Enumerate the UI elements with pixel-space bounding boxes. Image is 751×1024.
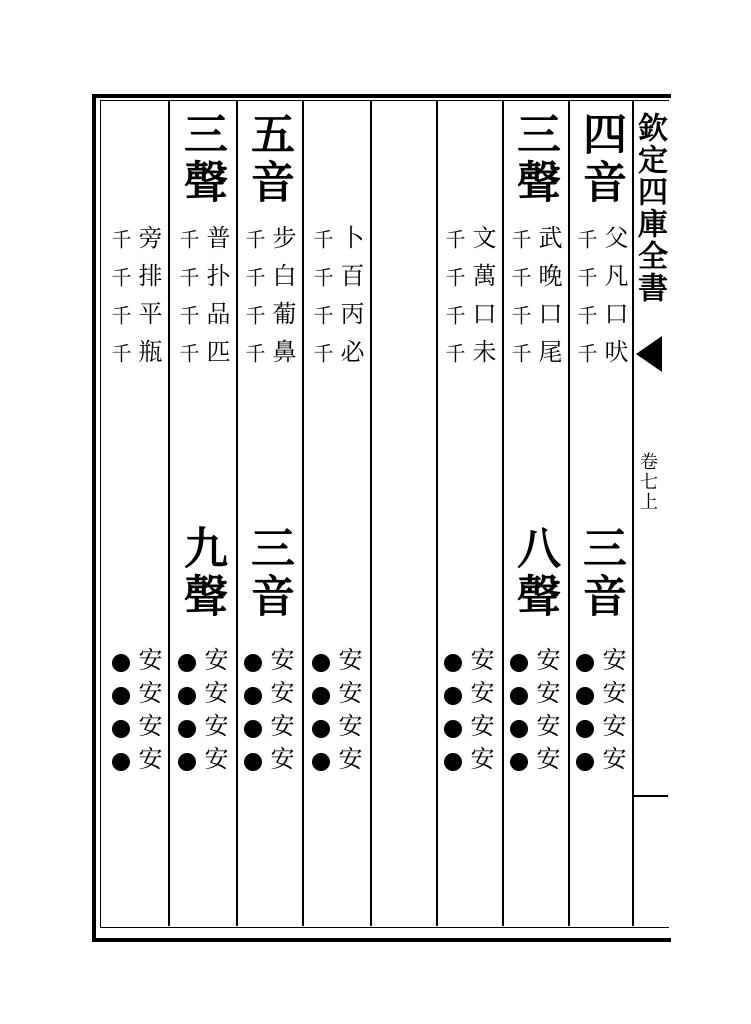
page-margin [632,100,668,800]
column-heading-top: 五音 [243,111,294,207]
dot-markers [244,654,262,771]
dot-marker [510,753,528,771]
dot-marker [576,687,594,705]
column-5 [304,101,370,925]
rime-characters: 文萬口未 [468,225,496,377]
bottom-characters: 安安安安 [466,647,494,779]
tone-marks: 千千千千 [508,229,532,381]
bottom-characters: 安安安安 [334,647,362,779]
dot-marker [576,654,594,672]
column-heading-top: 四音 [575,111,626,207]
column-heading-bottom: 九聲 [176,525,227,621]
dot-marker [112,753,130,771]
margin-rule [632,795,668,797]
dot-marker [112,654,130,672]
column-8 [102,101,168,925]
bottom-characters: 安安安安 [266,647,294,779]
dot-marker [444,687,462,705]
dot-marker [244,654,262,672]
dot-marker [510,720,528,738]
column-heading-bottom: 八聲 [509,525,560,621]
dot-marker [244,687,262,705]
bottom-characters: 安安安安 [134,647,162,779]
dot-marker [510,687,528,705]
dot-markers [178,654,196,771]
dot-marker [178,720,196,738]
tone-marks: 千千千千 [242,229,266,381]
dot-marker [510,654,528,672]
column-heading-top: 三聲 [509,111,560,207]
tone-marks: 千千千千 [574,229,598,381]
dot-marker [244,720,262,738]
bottom-characters: 安安安安 [598,647,626,779]
bottom-characters: 安安安安 [200,647,228,779]
rime-characters: 步白葡鼻 [268,225,296,377]
book-title: 欽定四庫全書 [632,112,667,304]
column-1 [570,101,632,925]
dot-markers [576,654,594,771]
dot-marker [178,753,196,771]
column-3 [438,101,502,925]
dot-marker [312,720,330,738]
column-7 [170,101,236,925]
dot-marker [444,720,462,738]
dot-markers [444,654,462,771]
dot-marker [576,753,594,771]
column-2 [504,101,568,925]
rime-characters: 旁排平瓶 [134,225,162,377]
rime-characters: 卜百丙必 [336,225,364,377]
dot-marker [312,687,330,705]
dot-marker [312,654,330,672]
fishtail-mark [636,336,662,372]
rime-characters: 父凡口吠 [600,225,628,377]
dot-marker [444,654,462,672]
dot-marker [576,720,594,738]
tone-marks: 千千千千 [310,229,334,381]
column-heading-bottom: 三音 [243,525,294,621]
column-heading-top: 三聲 [176,111,227,207]
column-heading-bottom: 三音 [575,525,626,621]
dot-marker [178,654,196,672]
volume-label: 卷七上 [637,452,658,512]
dot-marker [312,753,330,771]
dot-marker [112,687,130,705]
column-6 [238,101,302,925]
rime-characters: 普扑品匹 [202,225,230,377]
rime-characters: 武晚口尾 [534,225,562,377]
tone-marks: 千千千千 [442,229,466,381]
dot-markers [112,654,130,771]
dot-marker [244,753,262,771]
dot-marker [112,720,130,738]
tone-marks: 千千千千 [176,229,200,381]
dot-markers [312,654,330,771]
dot-markers [510,654,528,771]
tone-marks: 千千千千 [108,229,132,381]
dot-marker [444,753,462,771]
dot-marker [178,687,196,705]
column-4-blank [372,101,436,925]
bottom-characters: 安安安安 [532,647,560,779]
